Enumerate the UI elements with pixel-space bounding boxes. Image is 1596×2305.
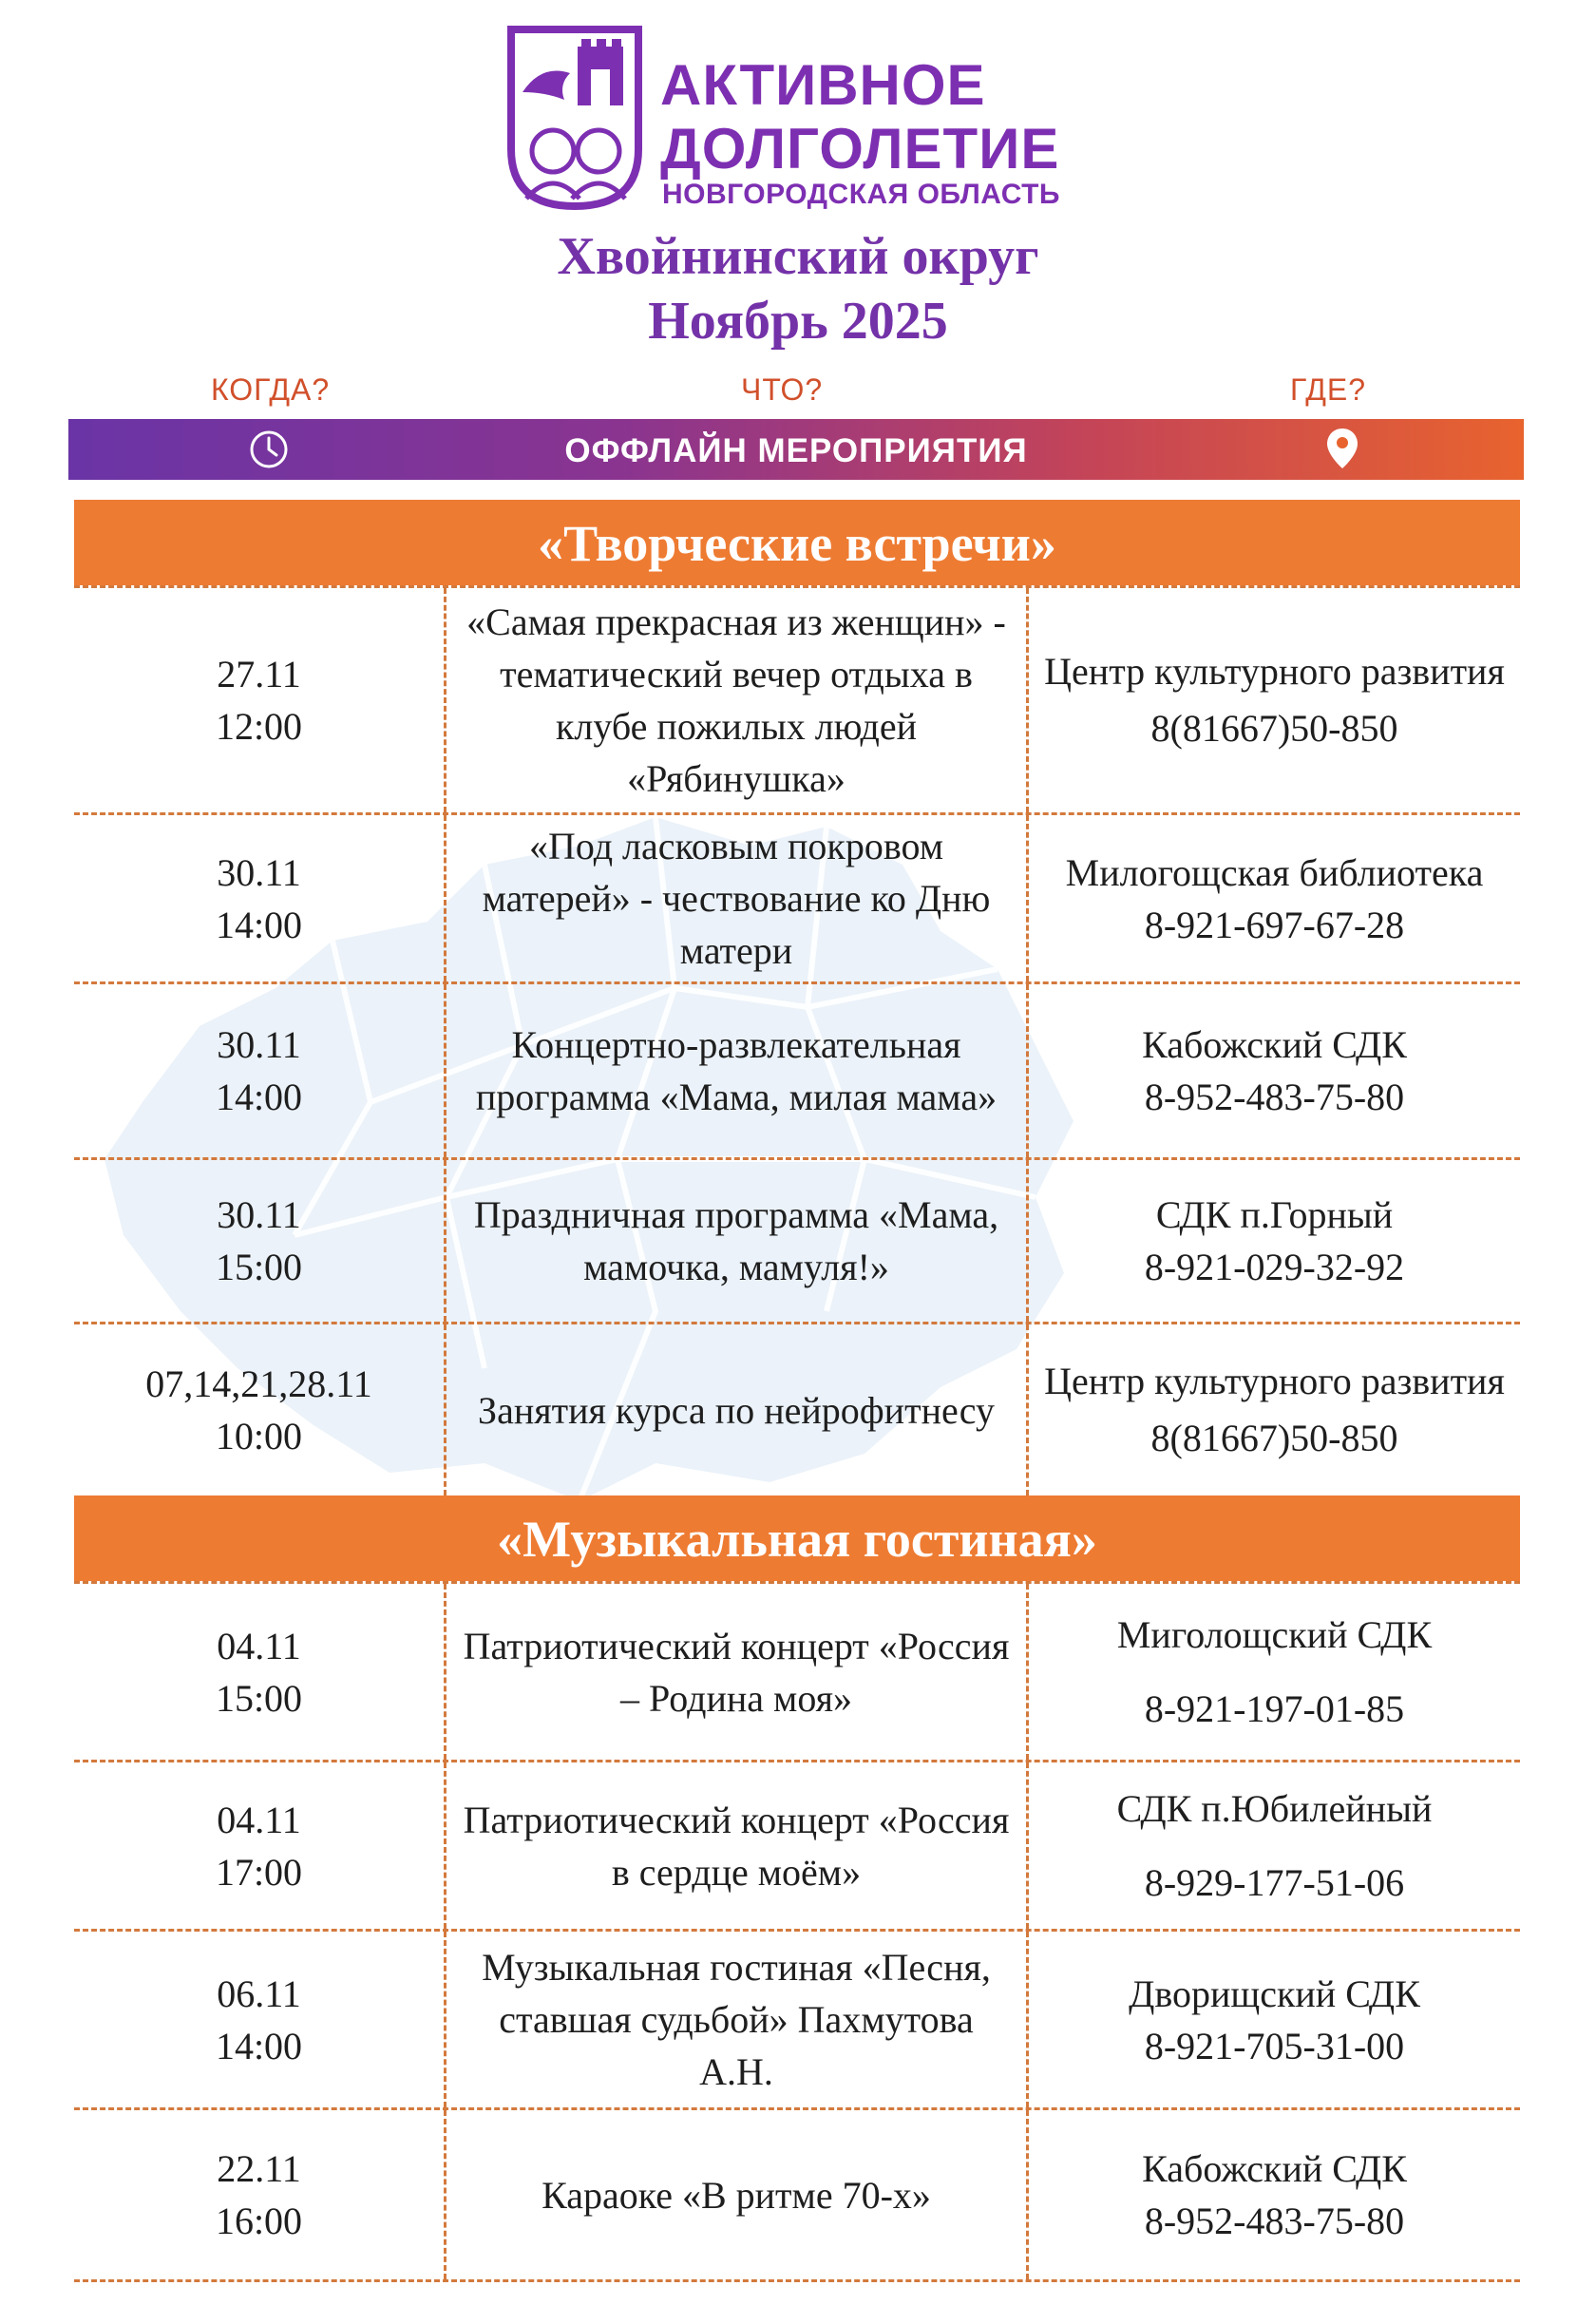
- event-date: 30.11: [217, 850, 301, 894]
- event-date: 30.11: [217, 1193, 301, 1236]
- date-cell: [74, 1932, 446, 2107]
- event-date: 06.11: [217, 1972, 301, 2015]
- location-pin-icon: [1325, 427, 1359, 470]
- table-row: [74, 2107, 1520, 2282]
- date-cell: [74, 2110, 446, 2279]
- district-title: Хвойнинский округ: [557, 227, 1039, 286]
- event-venue: Центр культурного развития: [1044, 650, 1505, 693]
- events-table: [74, 500, 1520, 2282]
- when-label: КОГДА?: [211, 372, 331, 407]
- table-row: [74, 1157, 1520, 1322]
- table-row: [74, 812, 1520, 981]
- event-date: 07,14,21,28.11: [145, 1362, 372, 1405]
- event-cell: Патриотический концерт «Россия – Родина моя»: [446, 1584, 1029, 1760]
- date-cell: [74, 1324, 446, 1495]
- venue-cell: [1029, 588, 1520, 812]
- venue-cell: [1029, 2110, 1520, 2279]
- event-venue: Кабожский СДК: [1142, 1023, 1407, 1066]
- table-row: [74, 585, 1520, 812]
- date-cell: [74, 1762, 446, 1929]
- venue-cell: [1029, 984, 1520, 1157]
- event-time: 14:00: [215, 1076, 303, 1118]
- venue-cell: [1029, 1324, 1520, 1495]
- date-cell: [74, 588, 446, 812]
- what-label: ЧТО?: [741, 372, 824, 407]
- event-cell: «Под ласковым покровом матерей» - чествование ко Дню матери: [446, 815, 1029, 981]
- event-date: 04.11: [217, 1624, 301, 1667]
- event-time: 14:00: [215, 903, 303, 946]
- event-date: 27.11: [217, 653, 301, 695]
- venue-cell: [1029, 1762, 1520, 1929]
- table-row: [74, 1760, 1520, 1929]
- table-row: [74, 981, 1520, 1157]
- event-venue: СДК п.Горный: [1155, 1193, 1394, 1236]
- event-cell: Музыкальная гостиная «Песня, ставшая судьбой» Пахмутова А.Н.: [446, 1932, 1029, 2107]
- event-date: 22.11: [217, 2147, 301, 2190]
- month-title: Ноябрь 2025: [648, 292, 948, 351]
- event-venue: Кабожский СДК: [1142, 2147, 1407, 2190]
- table-row: [74, 1929, 1520, 2107]
- venue-cell: [1029, 1932, 1520, 2107]
- event-date: 04.11: [217, 1798, 301, 1841]
- table-row: [74, 1322, 1520, 1495]
- event-phone: 8-952-483-75-80: [1144, 2200, 1405, 2242]
- event-cell: Концертно-развлекательная программа «Мама, милая мама»: [446, 984, 1029, 1157]
- event-venue: СДК п.Юбилейный: [1116, 1786, 1433, 1830]
- event-venue: Миголощский СДК: [1116, 1612, 1433, 1656]
- event-venue: Милогощская библиотека: [1065, 850, 1484, 894]
- event-time: 14:00: [215, 2024, 303, 2067]
- logo-subtitle: НОВГОРОДСКАЯ ОБЛАСТЬ: [662, 179, 1060, 210]
- event-time: 10:00: [215, 1415, 303, 1457]
- offline-events-label: ОФФЛАЙН МЕРОПРИЯТИЯ: [564, 432, 1028, 469]
- event-time: 16:00: [215, 2200, 303, 2242]
- event-time: 17:00: [215, 1850, 303, 1894]
- event-cell: Занятия курса по нейрофитнесу: [446, 1324, 1029, 1495]
- event-phone: 8-921-705-31-00: [1144, 2024, 1405, 2067]
- venue-cell: [1029, 1584, 1520, 1760]
- event-phone: 8(81667)50-850: [1150, 707, 1398, 750]
- event-cell: Караоке «В ритме 70-х»: [446, 2110, 1029, 2279]
- date-cell: [74, 815, 446, 981]
- event-venue: Дворищский СДК: [1129, 1972, 1420, 2015]
- logo-title-line2: ДОЛГОЛЕТИЕ: [660, 117, 1060, 181]
- date-cell: [74, 1160, 446, 1322]
- venue-cell: [1029, 1160, 1520, 1322]
- event-phone: 8-921-197-01-85: [1144, 1686, 1405, 1730]
- event-time: 15:00: [215, 1246, 303, 1288]
- logo-emblem-icon: [504, 26, 646, 211]
- event-venue: Центр культурного развития: [1044, 1360, 1505, 1402]
- event-phone: 8-921-029-32-92: [1144, 1246, 1405, 1288]
- date-cell: [74, 1584, 446, 1760]
- logo-title-line1: АКТИВНОЕ: [660, 53, 986, 117]
- event-phone: 8(81667)50-850: [1150, 1417, 1398, 1459]
- event-phone: 8-952-483-75-80: [1144, 1076, 1405, 1118]
- where-label: ГДЕ?: [1290, 372, 1366, 407]
- event-phone: 8-929-177-51-06: [1144, 1860, 1405, 1904]
- event-phone: 8-921-697-67-28: [1144, 903, 1405, 946]
- section-header: «Творческие встречи»: [74, 500, 1520, 585]
- logo: [504, 21, 1112, 216]
- event-date: 30.11: [217, 1023, 301, 1066]
- table-row: [74, 1581, 1520, 1760]
- offline-events-band: [68, 419, 1524, 480]
- event-cell: «Самая прекрасная из женщин» - тематический вечер отдыха в клубе пожилых людей «Рябинушка»: [446, 588, 1029, 812]
- event-time: 15:00: [215, 1676, 303, 1720]
- event-cell: Патриотический концерт «Россия в сердце моём»: [446, 1762, 1029, 1929]
- date-cell: [74, 984, 446, 1157]
- venue-cell: [1029, 815, 1520, 981]
- event-time: 12:00: [215, 705, 303, 748]
- section-header: «Музыкальная гостиная»: [74, 1495, 1520, 1581]
- event-cell: Праздничная программа «Мама, мамочка, мамуля!»: [446, 1160, 1029, 1322]
